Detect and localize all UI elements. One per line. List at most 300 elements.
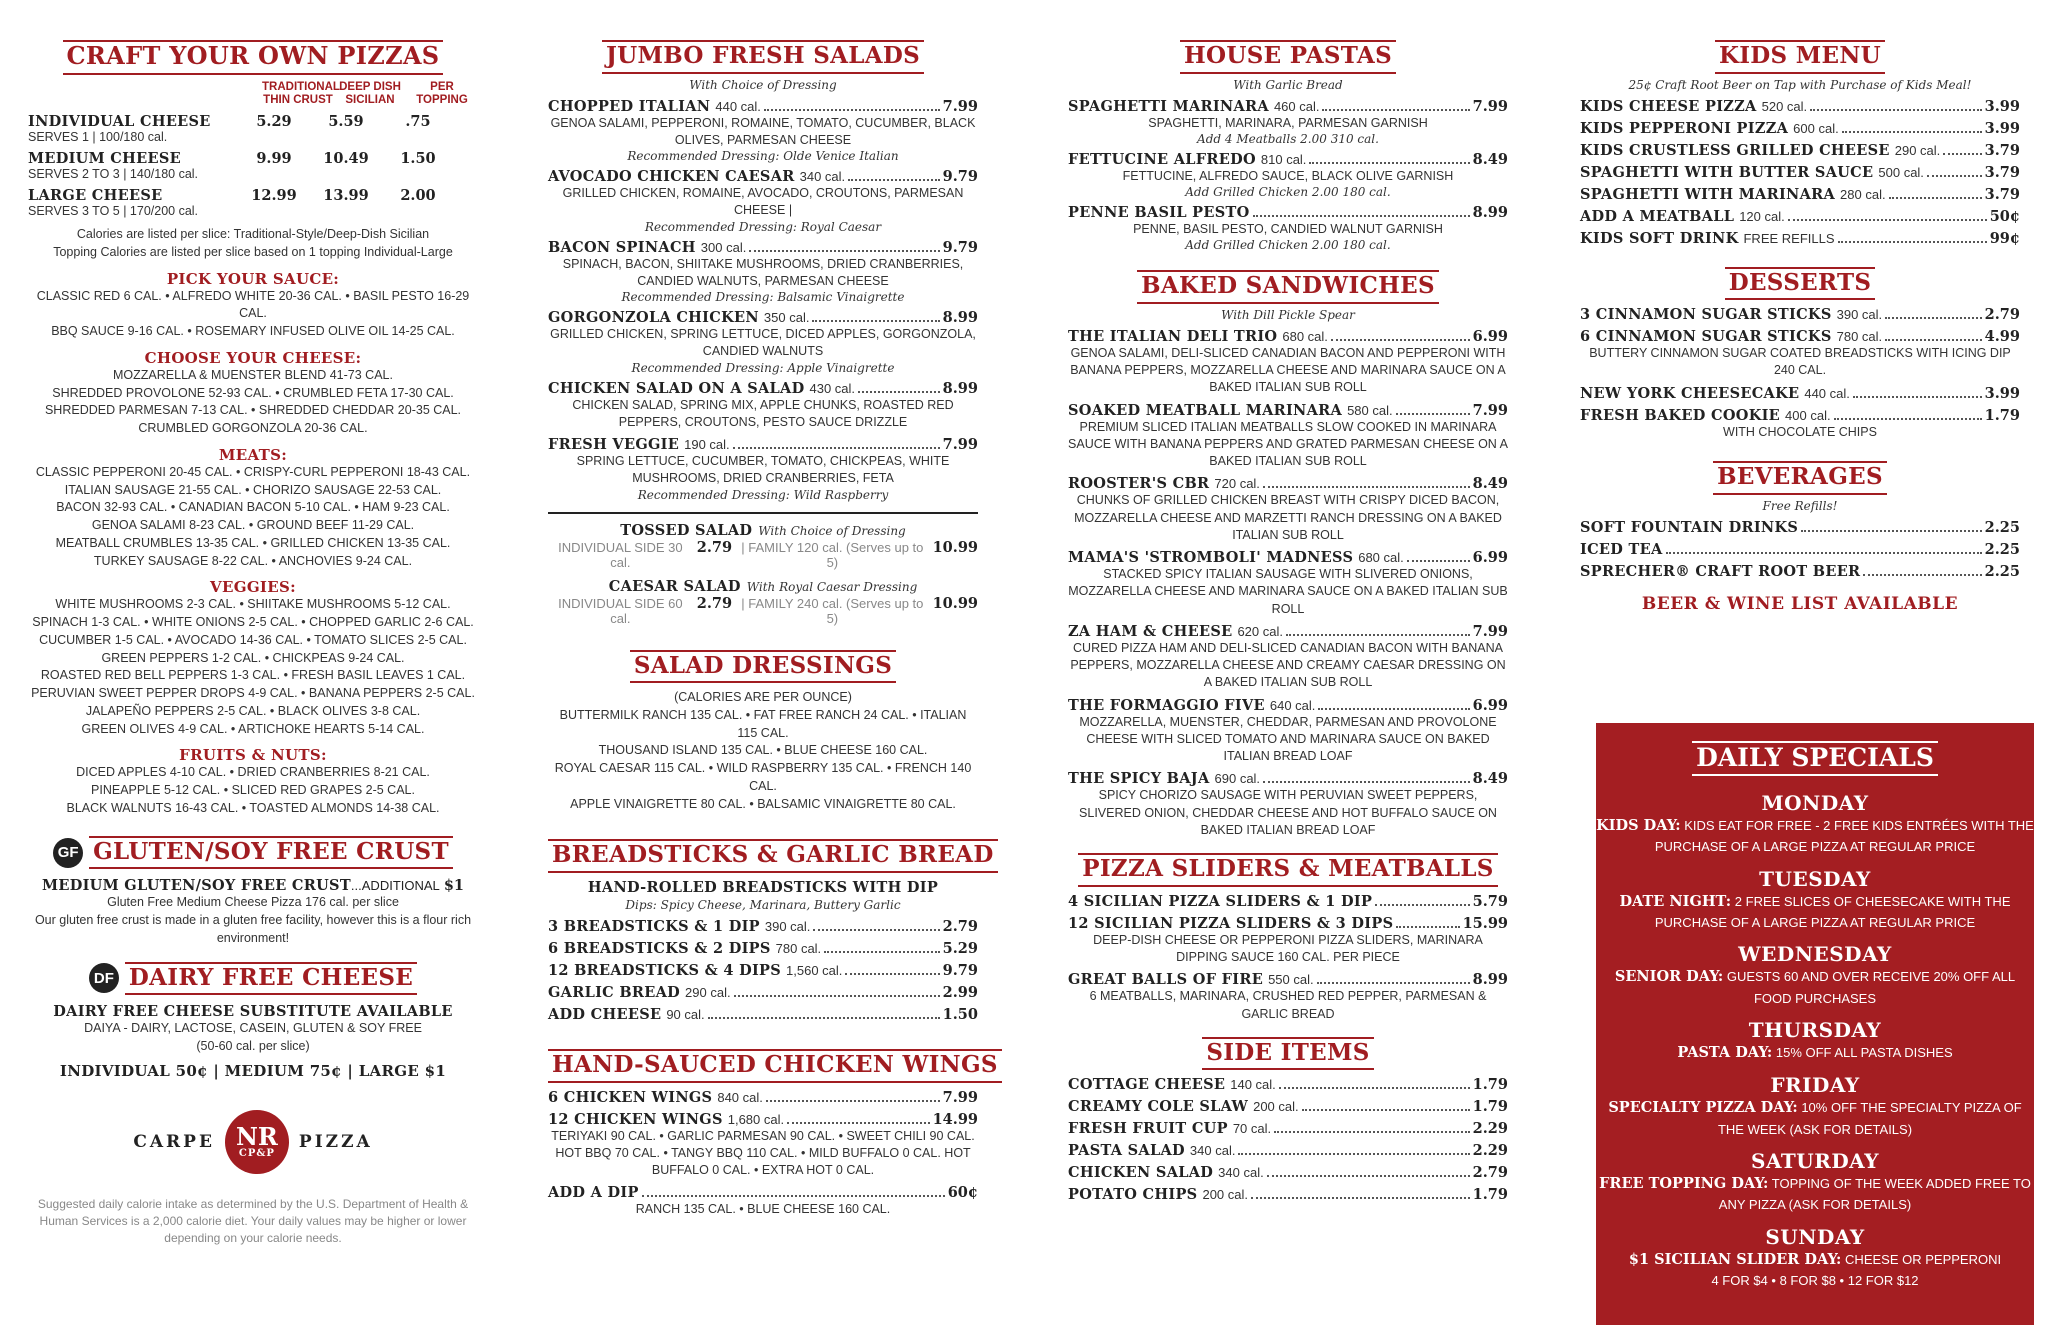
beverage-item bbox=[1580, 519, 2020, 536]
item-calories: 120 cal. bbox=[1739, 208, 1785, 224]
item-name: CREAMY COLE SLAW bbox=[1068, 1098, 1249, 1116]
calorie-disclaimer: Suggested daily calorie intake as determined by the U.S. Department of Health & Human Services is a 2,000 calorie diet. Your daily values may be higher or lower depending on your calorie needs. bbox=[37, 1196, 469, 1246]
leader-dots bbox=[1885, 317, 1982, 319]
item-price: 1.79 bbox=[1472, 1186, 1508, 1204]
item-description: DEEP-DISH CHEESE OR PEPPERONI PIZZA SLIDERS, MARINARA DIPPING SAUCE 160 CAL. PER PIECE bbox=[1093, 932, 1483, 965]
item-calories: 460 cal. bbox=[1273, 98, 1320, 114]
option-line: PERUVIAN SWEET PEPPER DROPS 4-9 CAL. • BANANA PEPPERS 2-5 CAL. bbox=[31, 686, 475, 701]
item-price: 5.29 bbox=[942, 940, 978, 958]
item-name: GORGONZOLA CHICKEN bbox=[548, 309, 759, 327]
side-family: | FAMILY 240 cal. (Serves up to 5) bbox=[741, 595, 924, 626]
item-description: 6 MEATBALLS, MARINARA, CRUSHED RED PEPPER, PARMESAN & GARLIC BREAD bbox=[1089, 989, 1487, 1021]
item-name: CHOPPED ITALIAN bbox=[548, 97, 711, 115]
item-line bbox=[1068, 1142, 1508, 1159]
kids-item bbox=[1580, 120, 2020, 137]
side-salad-title bbox=[548, 522, 978, 539]
item-line bbox=[1068, 1076, 1508, 1093]
leader-dots bbox=[1263, 486, 1470, 488]
side-individual: INDIVIDUAL SIDE 30 cal. bbox=[558, 539, 683, 570]
item-price: 7.99 bbox=[1472, 622, 1508, 640]
item-name: NEW YORK CHEESECAKE bbox=[1580, 384, 1800, 402]
dessert-item bbox=[1580, 407, 2020, 441]
carpe-pizza-logo: CARPE NR CP&P PIZZA bbox=[28, 1110, 478, 1174]
item-price: 2.25 bbox=[1984, 540, 2020, 558]
df-badge-icon: DF bbox=[89, 963, 119, 993]
special-text: 10% OFF THE SPECIALTY PIZZA OF THE WEEK (ASK FOR DETAILS) bbox=[1717, 1100, 2022, 1137]
item-line bbox=[548, 940, 978, 957]
item-description: BUTTERY CINNAMON SUGAR COATED BREADSTICKS WITH ICING DIP 240 CAL. bbox=[1589, 346, 2011, 378]
leader-dots bbox=[1834, 418, 1982, 420]
item-name: FRESH VEGGIE bbox=[548, 436, 680, 454]
item-name: KIDS CHEESE PIZZA bbox=[1580, 97, 1757, 115]
beverage-item bbox=[1580, 541, 2020, 558]
leader-dots bbox=[1842, 131, 1982, 133]
option-line: DICED APPLES 4-10 CAL. • DRIED CRANBERRIES 8-21 CAL. bbox=[76, 765, 430, 780]
option-line: PINEAPPLE 5-12 CAL. • SLICED RED GRAPES 2-5 CAL. bbox=[91, 783, 415, 798]
item-name: CHICKEN SALAD ON A SALAD bbox=[548, 379, 805, 397]
item-name: CHICKEN SALAD bbox=[1068, 1164, 1214, 1182]
item-name: SPAGHETTI WITH BUTTER SAUCE bbox=[1580, 163, 1874, 181]
item-price: 7.99 bbox=[1472, 97, 1508, 115]
special-day: WEDNESDAY bbox=[1738, 942, 1892, 967]
item-description: CHICKEN SALAD, SPRING MIX, APPLE CHUNKS, ROASTED RED PEPPERS, CROUTONS, PESTO SAUCE DRIZZLE bbox=[572, 397, 954, 429]
item-description: TERIYAKI 90 CAL. • GARLIC PARMESAN 90 CAL. • SWEET CHILI 90 CAL. HOT BBQ 70 CAL. • TANGY BBQ 110 CAL. • MILD BUFFALO 0 CAL. HOT BUFFALO 0 CAL. • EXTRA HOT 0 CAL. bbox=[551, 1128, 975, 1178]
item-price: 3.99 bbox=[1984, 384, 2020, 402]
item-price: 9.79 bbox=[942, 168, 978, 186]
item-calories: 580 cal. bbox=[1347, 402, 1393, 418]
item-name: THE ITALIAN DELI TRIO bbox=[1068, 327, 1278, 345]
gf-note: Gluten Free Medium Cheese Pizza 176 cal. per slice Our gluten free crust is made in a gluten free facility, however this is a flour rich environment! bbox=[34, 895, 472, 945]
kids-item bbox=[1580, 164, 2020, 181]
item-price: 8.49 bbox=[1472, 475, 1508, 493]
item-line bbox=[1580, 563, 2020, 580]
beverages-title: BEVERAGES bbox=[1713, 461, 1887, 495]
item-price: 7.99 bbox=[942, 97, 978, 115]
item-line bbox=[1580, 230, 2020, 247]
leader-dots bbox=[845, 973, 939, 975]
item-description: SPICY CHORIZO SAUSAGE WITH PERUVIAN SWEET PEPPERS, SLIVERED ONION, CHEDDAR CHEESE AND HOT BUFFALO SAUCE ON BAKED ITALIAN BREAD LOAF bbox=[1079, 788, 1497, 837]
side-salad-name: TOSSED SALAD bbox=[620, 521, 753, 539]
slider-item bbox=[1068, 971, 1508, 1023]
item-name: AVOCADO CHICKEN CAESAR bbox=[548, 168, 795, 186]
special-day: SUNDAY bbox=[1765, 1224, 1865, 1249]
item-recommendation: Add Grilled Chicken 2.00 180 cal. bbox=[1185, 185, 1391, 200]
leader-dots bbox=[1302, 1109, 1470, 1111]
leader-dots bbox=[812, 320, 939, 322]
item-name: 12 CHICKEN WINGS bbox=[548, 1110, 723, 1128]
sandwiches-subtitle: With Dill Pickle Spear bbox=[1221, 307, 1355, 322]
sandwich-item bbox=[1068, 328, 1508, 397]
leader-dots bbox=[813, 929, 939, 931]
leader-dots bbox=[1863, 574, 1981, 576]
item-line bbox=[548, 436, 978, 453]
item-line bbox=[548, 962, 978, 979]
side-item bbox=[1068, 1076, 1508, 1093]
item-calories: 340 cal. bbox=[1218, 1165, 1264, 1181]
special-extra: 4 FOR $4 • 8 FOR $8 • 12 FOR $12 bbox=[1711, 1272, 1919, 1288]
item-calories: 350 cal. bbox=[763, 310, 810, 326]
option-line: SHREDDED PARMESAN 7-13 CAL. • SHREDDED CHEDDAR 20-35 CAL. bbox=[44, 403, 462, 418]
leader-dots bbox=[1274, 1131, 1470, 1133]
special-text: 15% OFF ALL PASTA DISHES bbox=[1775, 1044, 1953, 1060]
wings-title: HAND-SAUCED CHICKEN WINGS bbox=[548, 1049, 1002, 1083]
item-price: 1.50 bbox=[942, 1006, 978, 1024]
item-line bbox=[1580, 142, 2020, 159]
side-individual-price: 2.79 bbox=[696, 594, 733, 612]
pasta-item bbox=[1068, 151, 1508, 199]
leader-dots bbox=[708, 1017, 940, 1019]
item-name: ICED TEA bbox=[1580, 540, 1663, 558]
specials-list bbox=[1596, 791, 2034, 1291]
item-calories: 390 cal. bbox=[1836, 307, 1883, 323]
item-name: COTTAGE CHEESE bbox=[1068, 1076, 1226, 1094]
item-price: 9.79 bbox=[942, 962, 978, 980]
dessert-list bbox=[1580, 306, 2020, 441]
leader-dots bbox=[1927, 175, 1982, 177]
side-salad-with: With Choice of Dressing bbox=[758, 523, 906, 538]
price-topping: 2.00 bbox=[400, 187, 436, 205]
item-calories: 200 cal. bbox=[1253, 1099, 1299, 1115]
item-line bbox=[1068, 1098, 1508, 1115]
pastas-title: HOUSE PASTAS bbox=[1180, 40, 1396, 74]
leader-dots bbox=[1396, 926, 1459, 928]
item-price: 7.99 bbox=[942, 1088, 978, 1106]
pizza-row bbox=[28, 113, 478, 130]
leader-dots bbox=[1943, 153, 1981, 155]
item-line bbox=[1580, 98, 2020, 115]
item-name: PASTA SALAD bbox=[1068, 1142, 1185, 1160]
special-lead: SENIOR DAY: bbox=[1614, 968, 1724, 986]
leader-dots bbox=[1279, 1087, 1470, 1089]
item-price: 3.99 bbox=[1984, 119, 2020, 137]
item-name: GREAT BALLS OF FIRE bbox=[1068, 971, 1264, 989]
item-recommendation: Recommended Dressing: Olde Venice Italian bbox=[627, 149, 899, 164]
item-name: 6 CINNAMON SUGAR STICKS bbox=[1580, 328, 1832, 346]
gf-section bbox=[28, 836, 478, 948]
item-price: 8.99 bbox=[1472, 204, 1508, 222]
option-line: CLASSIC RED 6 CAL. • ALFREDO WHITE 20-36 CAL. • BASIL PESTO 16-29 CAL. bbox=[36, 288, 470, 321]
item-price: 1.79 bbox=[1984, 406, 2020, 424]
item-price: 3.79 bbox=[1984, 163, 2020, 181]
option-line: SPINACH 1-3 CAL. • WHITE ONIONS 2-5 CAL. • CHOPPED GARLIC 2-6 CAL. bbox=[32, 615, 474, 630]
item-price: 3.79 bbox=[1984, 185, 2020, 203]
item-price: 3.79 bbox=[1984, 141, 2020, 159]
df-subtitle: DAIRY FREE CHEESE SUBSTITUTE AVAILABLE bbox=[53, 1003, 453, 1021]
kids-subtitle: 25¢ Craft Root Beer on Tap with Purchase of Kids Meal! bbox=[1628, 77, 1972, 92]
item-line bbox=[1068, 1186, 1508, 1203]
option-line: JALAPEÑO PEPPERS 2-5 CAL. • BLACK OLIVES 3-8 CAL. bbox=[85, 703, 421, 718]
special-text: GUESTS 60 AND OVER RECEIVE 20% OFF ALL FOOD PURCHASES bbox=[1726, 969, 2016, 1006]
pizza-name: MEDIUM CHEESE bbox=[28, 150, 181, 168]
leader-dots bbox=[1810, 109, 1982, 111]
beverage-item bbox=[1580, 563, 2020, 580]
pasta-item bbox=[1068, 98, 1508, 146]
pizza-price-headers bbox=[28, 81, 478, 107]
item-line bbox=[1580, 385, 2020, 402]
item-calories: 300 cal. bbox=[700, 239, 747, 255]
item-name: GARLIC BREAD bbox=[548, 984, 681, 1002]
dressing-line: ROYAL CAESAR 115 CAL. • WILD RASPBERRY 135 CAL. • FRENCH 140 CAL. bbox=[554, 761, 972, 793]
special-desc bbox=[1596, 891, 2034, 934]
pasta-list bbox=[1068, 98, 1508, 253]
item-description: FETTUCINE, ALFREDO SAUCE, BLACK OLIVE GARNISH bbox=[1122, 168, 1454, 183]
craft-pizza-title: CRAFT YOUR OWN PIZZAS bbox=[63, 40, 444, 75]
item-calories: 780 cal. bbox=[1836, 329, 1883, 345]
option-line: GENOA SALAMI 8-23 CAL. • GROUND BEEF 11-29 CAL. bbox=[91, 518, 415, 533]
special-lead: SPECIALTY PIZZA DAY: bbox=[1608, 1099, 1798, 1117]
item-description: SPAGHETTI, MARINARA, PARMESAN GARNISH bbox=[1148, 115, 1428, 130]
item-calories: 140 cal. bbox=[1230, 1077, 1276, 1093]
kids-title: KIDS MENU bbox=[1715, 40, 1885, 74]
item-description: WITH CHOCOLATE CHIPS bbox=[1723, 424, 1877, 439]
pasta-item bbox=[1068, 204, 1508, 252]
side-salad-title bbox=[548, 578, 978, 595]
breadstick-item bbox=[548, 984, 978, 1001]
item-price: 9.79 bbox=[942, 238, 978, 256]
item-price: 15.99 bbox=[1462, 914, 1508, 932]
dessert-item bbox=[1580, 306, 2020, 323]
side-individual-price: 2.79 bbox=[696, 538, 733, 556]
item-price: 7.99 bbox=[942, 436, 978, 454]
item-line bbox=[1580, 164, 2020, 181]
item-line bbox=[548, 168, 978, 185]
logo-mark-icon: NR CP&P bbox=[225, 1110, 289, 1174]
item-name: POTATO CHIPS bbox=[1068, 1186, 1198, 1204]
item-calories: 190 cal. bbox=[684, 437, 730, 453]
item-price: 6.99 bbox=[1472, 549, 1508, 567]
sandwich-list bbox=[1068, 328, 1508, 839]
item-recommendation: Recommended Dressing: Royal Caesar bbox=[644, 219, 882, 234]
item-price: 4.99 bbox=[1984, 328, 2020, 346]
item-line bbox=[1068, 971, 1508, 988]
option-line: BACON 32-93 CAL. • CANADIAN BACON 5-10 CAL. • HAM 9-23 CAL. bbox=[56, 500, 450, 515]
item-name: ADD CHEESE bbox=[548, 1006, 662, 1024]
item-name: 6 BREADSTICKS & 2 DIPS bbox=[548, 940, 771, 958]
item-line bbox=[1068, 1120, 1508, 1137]
special-desc bbox=[1596, 1173, 2034, 1216]
item-calories: 1,680 cal. bbox=[727, 1111, 785, 1127]
item-calories: 500 cal. bbox=[1878, 164, 1924, 180]
breadsticks-heading: HAND-ROLLED BREADSTICKS WITH DIP bbox=[587, 879, 939, 897]
item-line bbox=[548, 309, 978, 326]
kids-list bbox=[1580, 98, 2020, 247]
leader-dots bbox=[1801, 530, 1982, 532]
item-line bbox=[1580, 120, 2020, 137]
leader-dots bbox=[1889, 197, 1982, 199]
item-calories: 680 cal. bbox=[1282, 328, 1328, 344]
sandwiches-title: BAKED SANDWICHES bbox=[1137, 270, 1439, 304]
item-calories: 290 cal. bbox=[1894, 142, 1941, 158]
gf-item: MEDIUM GLUTEN/SOY FREE CRUST...ADDITIONAL $1 bbox=[42, 877, 464, 895]
leader-dots bbox=[1838, 241, 1987, 243]
column-pizzas bbox=[28, 40, 478, 1248]
leader-dots bbox=[1267, 1175, 1470, 1177]
option-heading: PICK YOUR SAUCE: bbox=[166, 269, 340, 288]
daily-specials-panel bbox=[1596, 723, 2034, 1325]
item-line bbox=[1068, 402, 1508, 419]
daily-specials-title: DAILY SPECIALS bbox=[1692, 741, 1938, 776]
sandwich-item bbox=[1068, 770, 1508, 839]
item-name: ROOSTER'S CBR bbox=[1068, 475, 1210, 493]
sandwich-item bbox=[1068, 697, 1508, 766]
item-line bbox=[1580, 186, 2020, 203]
item-calories: 440 cal. bbox=[1804, 385, 1850, 401]
column-salads bbox=[548, 40, 998, 1224]
item-name: 3 CINNAMON SUGAR STICKS bbox=[1580, 306, 1832, 324]
item-name: 12 BREADSTICKS & 4 DIPS bbox=[548, 962, 782, 980]
desserts-title: DESSERTS bbox=[1725, 267, 1876, 301]
leader-dots bbox=[1253, 215, 1470, 217]
leader-dots bbox=[1396, 413, 1470, 415]
item-price: 99¢ bbox=[1989, 229, 2020, 247]
column-pastas bbox=[1068, 40, 1508, 1208]
item-price: 8.99 bbox=[942, 309, 978, 327]
df-cal: (50-60 cal. per slice) bbox=[196, 1038, 310, 1053]
special-desc bbox=[1596, 966, 2034, 1009]
leader-dots bbox=[1322, 109, 1469, 111]
item-description: PENNE, BASIL PESTO, CANDIED WALNUT GARNISH bbox=[1133, 222, 1443, 237]
item-price: 50¢ bbox=[1989, 207, 2020, 225]
df-desc: DAIYA - DAIRY, LACTOSE, CASEIN, GLUTEN & SOY FREE bbox=[84, 1021, 422, 1036]
salad-item bbox=[548, 436, 978, 502]
beer-wine-note: BEER & WINE LIST AVAILABLE bbox=[1641, 593, 1959, 614]
breadstick-item bbox=[548, 1006, 978, 1023]
dressings-title: SALAD DRESSINGS bbox=[630, 650, 896, 684]
item-name: SOAKED MEATBALL MARINARA bbox=[1068, 401, 1343, 419]
item-calories: 680 cal. bbox=[1358, 550, 1404, 566]
special-text: 2 FREE SLICES OF CHEESECAKE WITH THE PURCHASE OF A LARGE PIZZA AT REGULAR PRICE bbox=[1654, 893, 2011, 931]
item-name: ADD A DIP bbox=[548, 1184, 639, 1202]
special-day: FRIDAY bbox=[1770, 1073, 1860, 1098]
item-name: THE FORMAGGIO FIVE bbox=[1068, 696, 1265, 714]
item-line bbox=[1580, 407, 2020, 424]
option-line: CRUMBLED GORGONZOLA 20-36 CAL. bbox=[138, 421, 368, 436]
special-day: MONDAY bbox=[1761, 791, 1869, 815]
item-price: 14.99 bbox=[932, 1110, 978, 1128]
header-thin-crust: TRADITIONAL THIN CRUST bbox=[262, 80, 340, 107]
price-deep: 10.49 bbox=[323, 150, 369, 168]
special-day: THURSDAY bbox=[1748, 1017, 1882, 1042]
item-price: 2.25 bbox=[1984, 518, 2020, 536]
side-salad-list bbox=[548, 522, 978, 626]
item-name: FETTUCINE ALFREDO bbox=[1068, 150, 1256, 168]
item-price: 1.79 bbox=[1472, 1076, 1508, 1094]
item-name: KIDS CRUSTLESS GRILLED CHEESE bbox=[1580, 141, 1890, 159]
option-line: GREEN OLIVES 4-9 CAL. • ARTICHOKE HEARTS 5-14 CAL. bbox=[81, 721, 425, 736]
topping-options bbox=[28, 270, 478, 818]
item-description: SPINACH, BACON, SHIITAKE MUSHROOMS, DRIED CRANBERRIES, CANDIED WALNUTS, PARMESAN CHEESE bbox=[562, 256, 964, 288]
option-heading: CHOOSE YOUR CHEESE: bbox=[144, 348, 362, 367]
pizza-row bbox=[28, 150, 478, 167]
price-topping: 1.50 bbox=[400, 150, 436, 168]
price-thin: 5.29 bbox=[256, 113, 292, 131]
leader-dots bbox=[858, 391, 940, 393]
beverage-list bbox=[1580, 519, 2020, 580]
pizza-name: INDIVIDUAL CHEESE bbox=[28, 113, 211, 131]
item-price: 2.29 bbox=[1472, 1120, 1508, 1138]
item-name: KIDS SOFT DRINK bbox=[1580, 229, 1739, 247]
df-prices: INDIVIDUAL 50¢ | MEDIUM 75¢ | LARGE $1 bbox=[59, 1061, 447, 1080]
salads-subtitle: With Choice of Dressing bbox=[689, 77, 837, 92]
item-name: SPAGHETTI MARINARA bbox=[1068, 97, 1269, 115]
side-salad-prices bbox=[548, 539, 978, 570]
df-title: DAIRY FREE CHEESE bbox=[125, 962, 417, 996]
item-name: ADD A MEATBALL bbox=[1580, 207, 1735, 225]
dressing-list bbox=[548, 689, 978, 813]
leader-dots bbox=[1885, 339, 1982, 341]
item-description: GRILLED CHICKEN, SPRING LETTUCE, DICED APPLES, GORGONZOLA, CANDIED WALNUTS bbox=[550, 327, 976, 359]
item-name: BACON SPINACH bbox=[548, 238, 696, 256]
item-calories: 90 cal. bbox=[666, 1007, 705, 1023]
item-price: 60¢ bbox=[947, 1184, 978, 1202]
special-lead: KIDS DAY: bbox=[1596, 817, 1681, 834]
leader-dots bbox=[1309, 162, 1469, 164]
special-text: CHEESE OR PEPPERONI bbox=[1845, 1251, 2002, 1267]
item-calories: 550 cal. bbox=[1268, 972, 1314, 988]
leader-dots bbox=[764, 109, 940, 111]
item-calories: 720 cal. bbox=[1214, 476, 1260, 492]
item-calories: 290 cal. bbox=[685, 985, 731, 1001]
item-line bbox=[1068, 623, 1508, 640]
kids-item bbox=[1580, 98, 2020, 115]
breadstick-item bbox=[548, 918, 978, 935]
item-calories: 690 cal. bbox=[1214, 771, 1261, 787]
sliders-title: PIZZA SLIDERS & MEATBALLS bbox=[1078, 853, 1497, 887]
side-item bbox=[1068, 1186, 1508, 1203]
item-line bbox=[1068, 915, 1508, 932]
kids-item bbox=[1580, 142, 2020, 159]
salad-list bbox=[548, 98, 978, 502]
item-line bbox=[548, 918, 978, 935]
item-line bbox=[1580, 541, 2020, 558]
dressing-line: THOUSAND ISLAND 135 CAL. • BLUE CHEESE 160 CAL. bbox=[598, 743, 928, 758]
special-text: KIDS EAT FOR FREE - 2 FREE KIDS ENTRÉES WITH THE PURCHASE OF A LARGE PIZZA AT REGULAR PRICE bbox=[1654, 818, 2034, 855]
special-day: TUESDAY bbox=[1759, 866, 1871, 891]
special-text: TOPPING OF THE WEEK ADDED FREE TO ANY PIZZA (ASK FOR DETAILS) bbox=[1718, 1175, 2031, 1213]
pizza-serves: SERVES 1 | 100/180 cal. bbox=[28, 130, 168, 145]
item-price: 6.99 bbox=[1472, 696, 1508, 714]
leader-dots bbox=[1263, 781, 1470, 783]
item-price: 1.79 bbox=[1472, 1098, 1508, 1116]
item-line bbox=[1068, 770, 1508, 787]
special-lead: DATE NIGHT: bbox=[1619, 892, 1732, 910]
price-thin: 9.99 bbox=[256, 150, 292, 168]
dressing-line: APPLE VINAIGRETTE 80 CAL. • BALSAMIC VINAIGRETTE 80 CAL. bbox=[570, 796, 956, 811]
leader-dots bbox=[733, 447, 940, 449]
item-line bbox=[1068, 1164, 1508, 1181]
leader-dots bbox=[1788, 219, 1987, 221]
gf-badge-icon: GF bbox=[53, 838, 83, 868]
pizza-serves: SERVES 2 TO 3 | 140/180 cal. bbox=[28, 167, 199, 182]
divider bbox=[548, 512, 978, 514]
kids-item bbox=[1580, 186, 2020, 203]
pizza-list bbox=[28, 113, 478, 218]
salads-title: JUMBO FRESH SALADS bbox=[602, 40, 924, 74]
header-deep-dish: DEEP DISH SICILIAN bbox=[339, 80, 401, 107]
option-line: ROASTED RED BELL PEPPERS 1-3 CAL. • FRESH BASIL LEAVES 1 CAL. bbox=[40, 668, 466, 683]
option-line: CLASSIC PEPPERONI 20-45 CAL. • CRISPY-CURL PEPPERONI 18-43 CAL. bbox=[35, 464, 471, 479]
pizza-serves: SERVES 3 TO 5 | 170/200 cal. bbox=[28, 204, 199, 219]
side-item bbox=[1068, 1120, 1508, 1137]
option-line: BLACK WALNUTS 16-43 CAL. • TOASTED ALMONDS 14-38 CAL. bbox=[66, 800, 440, 815]
item-price: 2.79 bbox=[1984, 306, 2020, 324]
item-price: 8.49 bbox=[1472, 770, 1508, 788]
leader-dots bbox=[749, 250, 939, 252]
item-description: MOZZARELLA, MUENSTER, CHEDDAR, PARMESAN AND PROVOLONE CHEESE WITH SLICED TOMATO AND MARINARA SAUCE ON BAKED ITALIAN BREAD LOAF bbox=[1079, 714, 1497, 764]
wing-item bbox=[548, 1184, 978, 1218]
gf-title: GLUTEN/SOY FREE CRUST bbox=[89, 836, 453, 870]
item-line bbox=[548, 1089, 978, 1106]
